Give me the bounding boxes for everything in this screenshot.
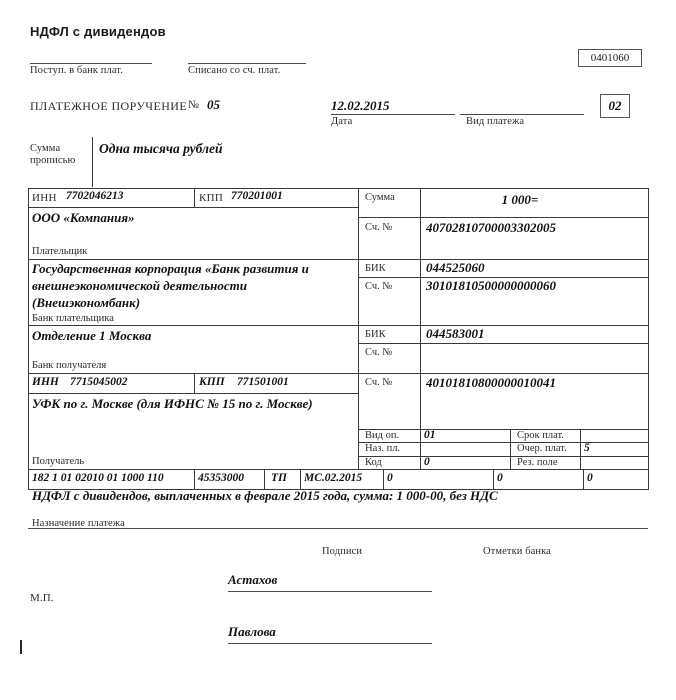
signatures-label: Подписи [322, 546, 363, 557]
payee-bank-block [28, 326, 358, 374]
amount-words-divider [92, 137, 93, 187]
oktmo-basis-divider [264, 470, 265, 490]
payer-bank-bik-divider [420, 260, 421, 278]
payee-bank-bik-divider [420, 326, 421, 344]
queue-divider-left [510, 443, 511, 456]
payee-account-label: Сч. № [365, 377, 393, 388]
docnum-docdate-divider [493, 470, 494, 490]
payer-account-divider [420, 218, 421, 260]
payee-kpp-value: 771501001 [237, 376, 289, 388]
payer-bank-bik-value: 044525060 [426, 260, 485, 275]
written-off-label: Списано со сч. плат. [188, 65, 281, 76]
code-label: Код [365, 456, 382, 468]
payee-caption: Получатель [32, 456, 85, 467]
details-row-2 [358, 443, 648, 456]
queue-label: Очер. плат. [517, 443, 567, 455]
details-row-3 [358, 457, 648, 470]
amount-words-label-line1: Сумма [30, 143, 61, 154]
amount-words-value: Одна тысяча рублей [99, 141, 223, 156]
payee-bank-bik-label: БИК [365, 329, 386, 340]
payer-caption: Плательщик [32, 246, 88, 257]
payee-inn-value: 7715045002 [70, 376, 128, 388]
term-label: Срок плат. [517, 430, 564, 441]
payer-inn-value: 7702046213 [66, 190, 124, 202]
payer-bank-caption: Банк плательщика [32, 313, 114, 324]
payer-bank-bik-label: БИК [365, 263, 386, 274]
payee-account-row [358, 374, 648, 430]
oktmo-value: 45353000 [198, 472, 244, 484]
written-off-rule [188, 63, 306, 64]
payer-bank-name-line2: внешнеэкономической деятельности [32, 278, 247, 293]
term-divider-right [580, 430, 581, 443]
doc-number-value: 0 [387, 472, 393, 484]
signature-2-rule [228, 643, 432, 644]
code-divider [420, 457, 421, 470]
main-table [28, 188, 648, 484]
doc-date-value: 0 [497, 472, 503, 484]
term-divider-left [510, 430, 511, 443]
signature-2: Павлова [228, 624, 276, 639]
payer-bank-block [28, 260, 358, 326]
reserve-divider-right [580, 457, 581, 470]
payee-inn-row [28, 374, 358, 394]
payer-bank-account-label: Сч. № [365, 281, 393, 292]
payer-bank-name-line3: (Внешэкономбанк) [32, 295, 141, 310]
amount-value: 1 000= [501, 192, 539, 207]
received-label: Поступ. в банк плат. [30, 65, 123, 76]
period-docnum-divider [383, 470, 384, 490]
kbk-value: 182 1 01 02010 01 1000 110 [32, 472, 164, 484]
number-label: № [188, 99, 200, 111]
order-number: 05 [207, 97, 220, 112]
basis-period-divider [300, 470, 301, 490]
code-value: 0 [424, 455, 430, 468]
queue-divider-right [580, 443, 581, 456]
payer-bank-account-value: 30101810500000000060 [426, 278, 556, 293]
payer-bank-bik-row [358, 260, 648, 278]
purpose-code-label: Наз. пл. [365, 443, 401, 455]
payment-type-value: 0 [587, 472, 593, 484]
date-label: Дата [331, 116, 353, 127]
payee-inn-label: ИНН [32, 376, 59, 388]
amount-words-label [30, 143, 75, 167]
bank-marks-label: Отметки банка [483, 546, 551, 557]
form-code-box: 0401060 [578, 49, 642, 67]
reserve-label: Рез. поле [517, 456, 558, 468]
payer-kpp-label: КПП [199, 192, 224, 204]
amount-label: Сумма [365, 192, 395, 203]
purpose-code-divider [420, 443, 421, 456]
payee-bank-account-row [358, 344, 648, 374]
payee-bank-account-divider [420, 344, 421, 374]
payee-bank-caption: Банк получателя [32, 360, 107, 371]
op-kind-divider [420, 430, 421, 443]
op-kind-value: 01 [424, 429, 436, 441]
budget-row [28, 470, 648, 490]
reserve-divider-left [510, 457, 511, 470]
amount-row [358, 188, 648, 218]
table-right-border [648, 188, 649, 490]
payment-kind-rule [460, 114, 584, 115]
signature-1: Астахов [228, 572, 278, 587]
date-rule [331, 114, 455, 115]
stamp-label: М.П. [30, 592, 54, 604]
details-grid [358, 430, 648, 470]
details-row-1 [358, 430, 648, 443]
payee-block [28, 394, 358, 470]
payment-kind-label: Вид платежа [466, 116, 525, 127]
payment-kind-box: 02 [600, 94, 630, 118]
document-title: НДФЛ с дивидендов [30, 24, 166, 39]
docdate-type-divider [583, 470, 584, 490]
order-title: ПЛАТЕЖНОЕ ПОРУЧЕНИЕ [30, 99, 188, 113]
payee-bank-bik-value: 044583001 [426, 326, 485, 341]
payer-inn-row [28, 188, 358, 208]
payee-kpp-label: КПП [199, 376, 225, 388]
payer-account-value: 40702810700003302005 [426, 220, 556, 235]
kbk-oktmo-divider [194, 470, 195, 490]
signature-1-rule [228, 591, 432, 592]
payer-bank-name-line1: Государственная корпорация «Банк развития и [32, 261, 309, 276]
payer-inn-label: ИНН [32, 192, 57, 204]
payee-account-divider [420, 374, 421, 430]
amount-words-label-line2: прописью [30, 155, 76, 166]
basis-value: ТП [271, 472, 287, 484]
payer-bank-account-divider [420, 278, 421, 326]
payer-account-label: Сч. № [365, 222, 393, 233]
payer-name: ООО «Компания» [32, 210, 135, 225]
queue-value: 5 [584, 442, 590, 455]
purpose-text: НДФЛ с дивидендов, выплаченных в феврале 2015 года, сумма: 1 000-00, без НДС [32, 488, 498, 503]
payer-inn-kpp-divider [194, 188, 195, 208]
payer-block [28, 208, 358, 260]
payer-bank-account-row [358, 278, 648, 326]
payee-inn-kpp-divider [194, 374, 195, 394]
purpose-caption: Назначение платежа [32, 518, 125, 529]
payee-name: УФК по г. Москве (для ИФНС № 15 по г. Москве) [32, 396, 313, 411]
order-date: 12.02.2015 [331, 98, 390, 113]
text-caret [20, 640, 22, 654]
payer-kpp-value: 770201001 [231, 190, 283, 202]
payee-bank-account-label: Сч. № [365, 347, 393, 358]
op-kind-label: Вид оп. [365, 430, 400, 441]
payee-account-value: 40101810800000010041 [426, 375, 556, 390]
payer-account-row [358, 218, 648, 260]
period-value: МС.02.2015 [304, 472, 363, 484]
payee-bank-bik-row [358, 326, 648, 344]
table-left-border [28, 188, 29, 490]
received-rule [30, 63, 152, 64]
payee-bank-name: Отделение 1 Москва [32, 328, 152, 343]
